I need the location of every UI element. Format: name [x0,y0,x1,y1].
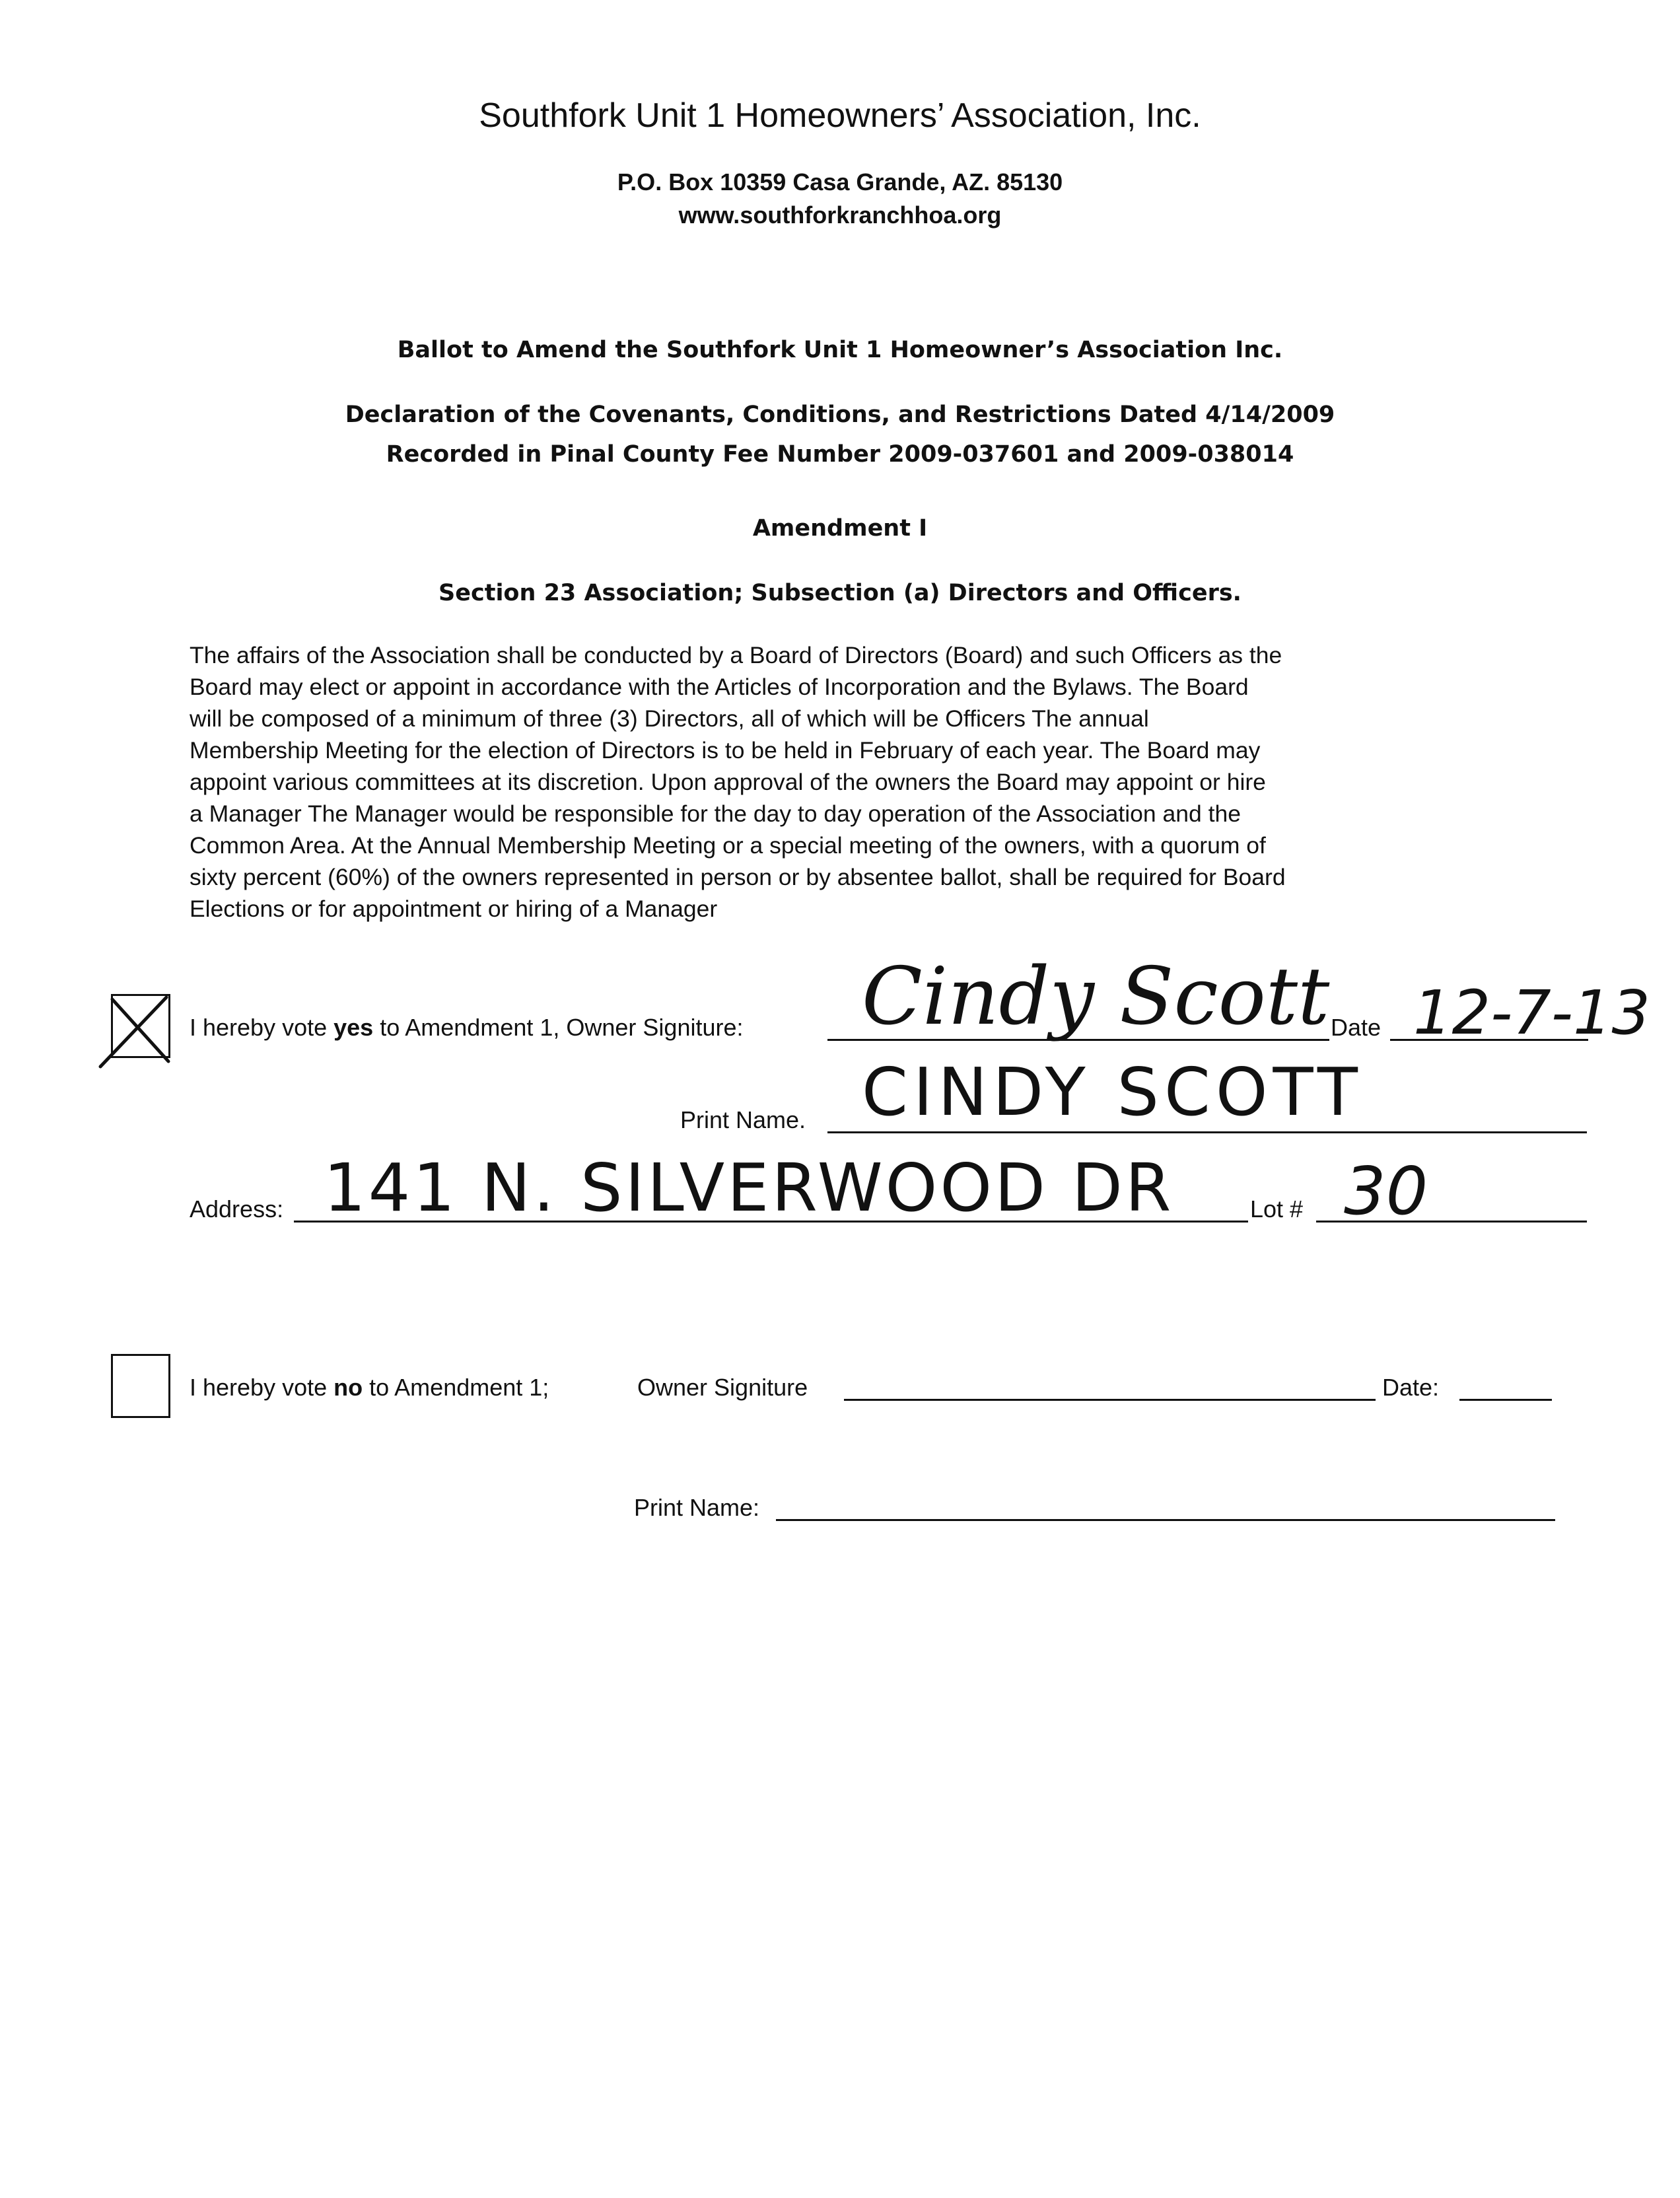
lot-label: Lot # [1250,1195,1304,1223]
amendment-heading: Amendment I [752,515,928,542]
ballot-title: Ballot to Amend the Southfork Unit 1 Homeowner’s Association Inc. [397,337,1283,363]
print-name-line[interactable] [827,1131,1587,1133]
declaration-line-2: Recorded in Pinal County Fee Number 2009-037601 and 2009-038014 [386,441,1294,468]
amendment-text-line: The affairs of the Association shall be conducted by a Board of Directors (Board) and such Officers as the [190,642,1282,668]
section-heading: Section 23 Association; Subsection (a) Directors and Officers. [438,580,1242,606]
date-line-no[interactable] [1459,1399,1552,1401]
amendment-text [190,639,1484,925]
owner-signature: Cindy Scott [862,951,1330,1043]
org-title: Southfork Unit 1 Homeowners’ Association, Inc. [479,96,1201,135]
print-name-label-no: Print Name: [634,1494,760,1521]
print-name-value: CINDY SCOTT [862,1053,1363,1131]
website-link[interactable]: www.southforkranchhoa.org [678,201,1002,229]
amendment-text-line: Common Area. At the Annual Membership Meeting or a special meeting of the owners, with a quorum of [190,832,1266,859]
vote-no-checkbox[interactable] [111,1354,170,1418]
declaration-line-1: Declaration of the Covenants, Conditions, and Restrictions Dated 4/14/2009 [345,402,1335,428]
owner-signature-line-no[interactable] [844,1399,1376,1401]
vote-yes-label: I hereby vote yes to Amendment 1, Owner Signiture: [190,1014,744,1041]
amendment-text-line: sixty percent (60%) of the owners represented in person or by absentee ballot, shall be required for Board [190,864,1286,890]
amendment-text-line: appoint various committees at its discretion. Upon approval of the owners the Board may appoint or hire [190,769,1266,795]
amendment-text-line: a Manager The Manager would be responsible for the day to day operation of the Association and the [190,800,1241,827]
address-label: Address: [190,1195,284,1223]
date-label: Date [1331,1014,1382,1041]
po-box-address: P.O. Box 10359 Casa Grande, AZ. 85130 [617,168,1063,195]
amendment-text-line: will be composed of a minimum of three (3) Directors, all of which will be Officers The annual [190,705,1149,732]
address-value: 141 N. SILVERWOOD DR [324,1149,1174,1226]
amendment-text-line: Membership Meeting for the election of Directors is to be held in February of each year. The Board may [190,737,1261,763]
print-name-line-no[interactable] [776,1519,1555,1521]
amendment-text-line: Elections or for appointment or hiring of a Manager [190,896,718,922]
vote-no-label: I hereby vote no to Amendment 1; [190,1374,549,1401]
owner-signature-label: Owner Signiture [637,1374,808,1401]
lot-value: 30 [1344,1152,1428,1230]
date-value: 12-7-13 [1413,977,1651,1048]
check-x-mark-icon [92,987,178,1070]
date-label-no: Date: [1382,1374,1440,1401]
print-name-label: Print Name. [680,1106,806,1133]
amendment-text-line: Board may elect or appoint in accordance with the Articles of Incorporation and the Bylaws. The Board [190,674,1249,700]
